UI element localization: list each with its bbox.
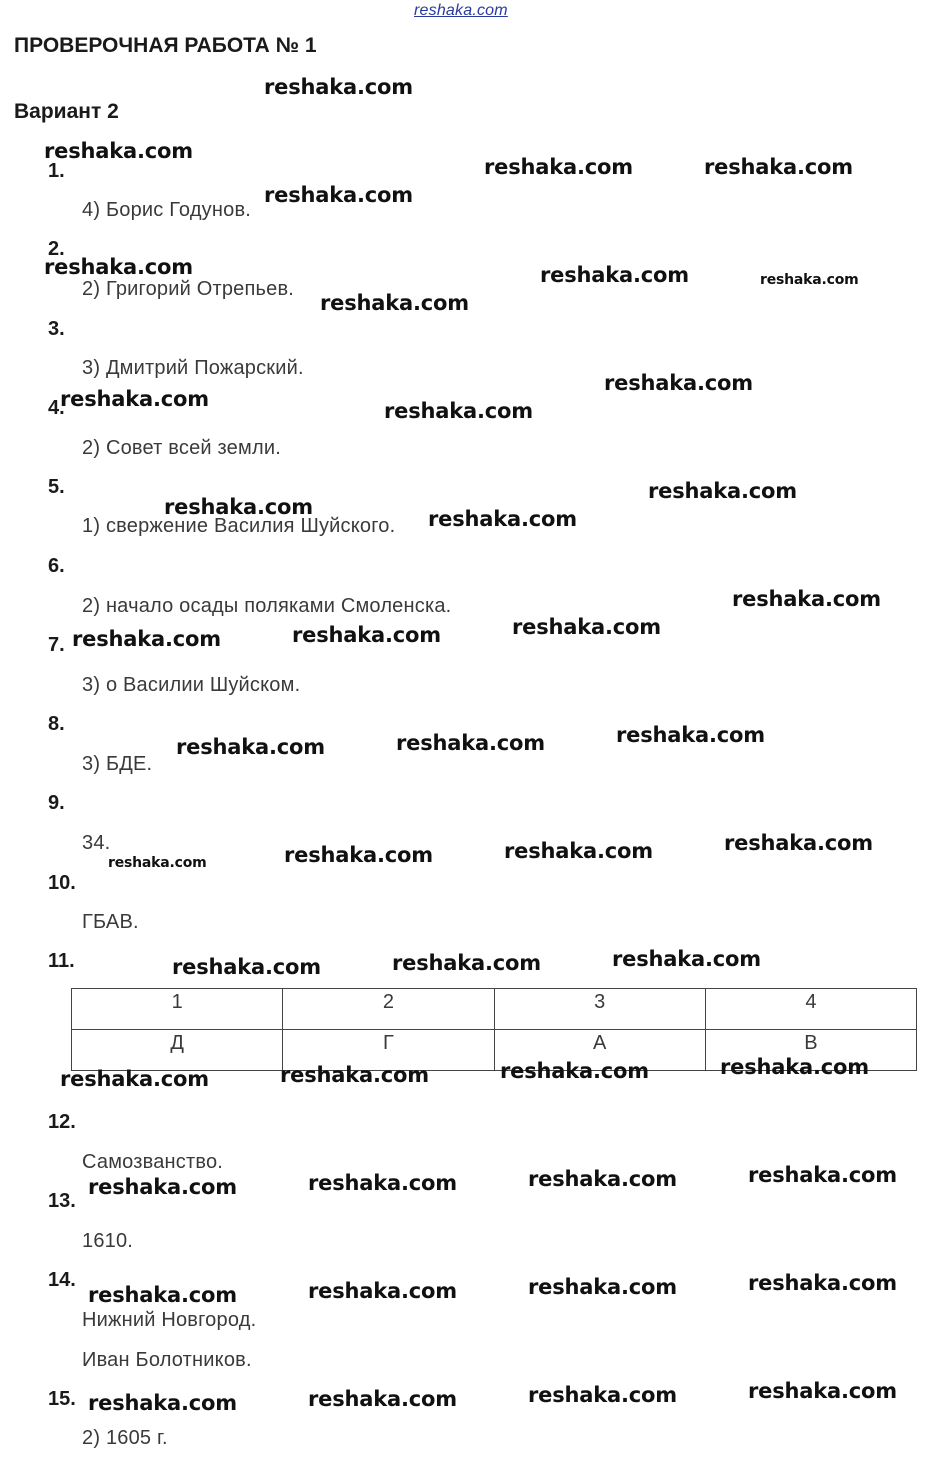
- answer-14b: Иван Болотников.: [82, 1349, 252, 1371]
- watermark: reshaka.com: [176, 735, 325, 759]
- question-number-5: 5.: [48, 476, 65, 498]
- answer-12: Самозванство.: [82, 1151, 224, 1173]
- watermark: reshaka.com: [264, 183, 413, 207]
- watermark: reshaka.com: [172, 955, 321, 979]
- answer-5: 1) свержение Василия Шуйского.: [82, 515, 396, 537]
- match-table-answer-cell: Г: [283, 1030, 494, 1071]
- watermark: reshaka.com: [308, 1171, 457, 1195]
- question-number-6: 6.: [48, 555, 65, 577]
- answer-8: 3) БДЕ.: [82, 753, 153, 775]
- watermark: reshaka.com: [88, 1175, 237, 1199]
- watermark: reshaka.com: [320, 291, 469, 315]
- watermark: reshaka.com: [60, 1067, 209, 1091]
- watermark: reshaka.com: [616, 723, 765, 747]
- watermark: reshaka.com: [44, 139, 193, 163]
- match-table-header-row: [72, 989, 917, 1030]
- question-number-1: 1.: [48, 160, 65, 182]
- question-number-3: 3.: [48, 318, 65, 340]
- watermark: reshaka.com: [72, 627, 221, 651]
- watermark: reshaka.com: [500, 1059, 649, 1083]
- match-table-header-cell: 4: [705, 989, 916, 1030]
- answer-6: 2) начало осады поляками Смоленска.: [82, 595, 452, 617]
- answer-13: 1610.: [82, 1230, 134, 1252]
- top-watermark-link[interactable]: reshaka.com: [414, 2, 508, 19]
- watermark: reshaka.com: [428, 507, 577, 531]
- answer-10: ГБАВ.: [82, 911, 139, 933]
- watermark: reshaka.com: [292, 623, 441, 647]
- watermark: reshaka.com: [540, 263, 689, 287]
- watermark: reshaka.com: [748, 1271, 897, 1295]
- watermark: reshaka.com: [264, 75, 413, 99]
- watermark: reshaka.com: [512, 615, 661, 639]
- question-number-10: 10.: [48, 872, 76, 894]
- question-number-7: 7.: [48, 634, 65, 656]
- match-table-header-cell: 1: [72, 989, 283, 1030]
- watermark: reshaka.com: [308, 1387, 457, 1411]
- watermark: reshaka.com: [44, 255, 193, 279]
- answer-1: 4) Борис Годунов.: [82, 199, 252, 221]
- question-number-8: 8.: [48, 713, 65, 735]
- watermark: reshaka.com: [392, 951, 541, 975]
- watermark: reshaka.com: [384, 399, 533, 423]
- question-number-4: 4.: [48, 397, 65, 419]
- question-number-2: 2.: [48, 238, 65, 260]
- watermark: reshaka.com: [704, 155, 853, 179]
- watermark: reshaka.com: [720, 1055, 869, 1079]
- answer-4: 2) Совет всей земли.: [82, 437, 281, 459]
- watermark: reshaka.com: [648, 479, 797, 503]
- answer-9: 34.: [82, 832, 111, 854]
- question-number-9: 9.: [48, 792, 65, 814]
- answer-15: 2) 1605 г.: [82, 1427, 168, 1449]
- watermark: reshaka.com: [284, 843, 433, 867]
- watermark: reshaka.com: [88, 1391, 237, 1415]
- watermark: reshaka.com: [748, 1163, 897, 1187]
- watermark: reshaka.com: [760, 272, 859, 288]
- watermark: reshaka.com: [504, 839, 653, 863]
- watermark: reshaka.com: [724, 831, 873, 855]
- watermark: reshaka.com: [108, 855, 207, 871]
- watermark: reshaka.com: [396, 731, 545, 755]
- watermark: reshaka.com: [528, 1167, 677, 1191]
- watermark: reshaka.com: [604, 371, 753, 395]
- question-number-11: 11.: [48, 950, 75, 972]
- watermark: reshaka.com: [748, 1379, 897, 1403]
- question-number-12: 12.: [48, 1111, 76, 1133]
- watermark: reshaka.com: [528, 1383, 677, 1407]
- watermark: reshaka.com: [612, 947, 761, 971]
- watermark: reshaka.com: [164, 495, 313, 519]
- watermark: reshaka.com: [280, 1063, 429, 1087]
- watermark: reshaka.com: [60, 387, 209, 411]
- answer-3: 3) Дмитрий Пожарский.: [82, 357, 304, 379]
- variant-heading: Вариант 2: [14, 100, 119, 123]
- answer-14a: Нижний Новгород.: [82, 1309, 257, 1331]
- question-number-15: 15.: [48, 1388, 76, 1410]
- answer-2: 2) Григорий Отрепьев.: [82, 278, 295, 300]
- watermark: reshaka.com: [88, 1283, 237, 1307]
- watermark: reshaka.com: [528, 1275, 677, 1299]
- watermark: reshaka.com: [484, 155, 633, 179]
- match-table-answer-cell: Д: [72, 1030, 283, 1071]
- match-table-header-cell: 3: [494, 989, 705, 1030]
- page-title: ПРОВЕРОЧНАЯ РАБОТА № 1: [14, 34, 317, 57]
- match-table-answer-cell: А: [494, 1030, 705, 1071]
- watermark: reshaka.com: [308, 1279, 457, 1303]
- watermark: reshaka.com: [732, 587, 881, 611]
- answer-7: 3) о Василии Шуйском.: [82, 674, 301, 696]
- question-number-14: 14.: [48, 1269, 76, 1291]
- question-number-13: 13.: [48, 1190, 76, 1212]
- match-table-answer-cell: В: [705, 1030, 916, 1071]
- match-table-header-cell: 2: [283, 989, 494, 1030]
